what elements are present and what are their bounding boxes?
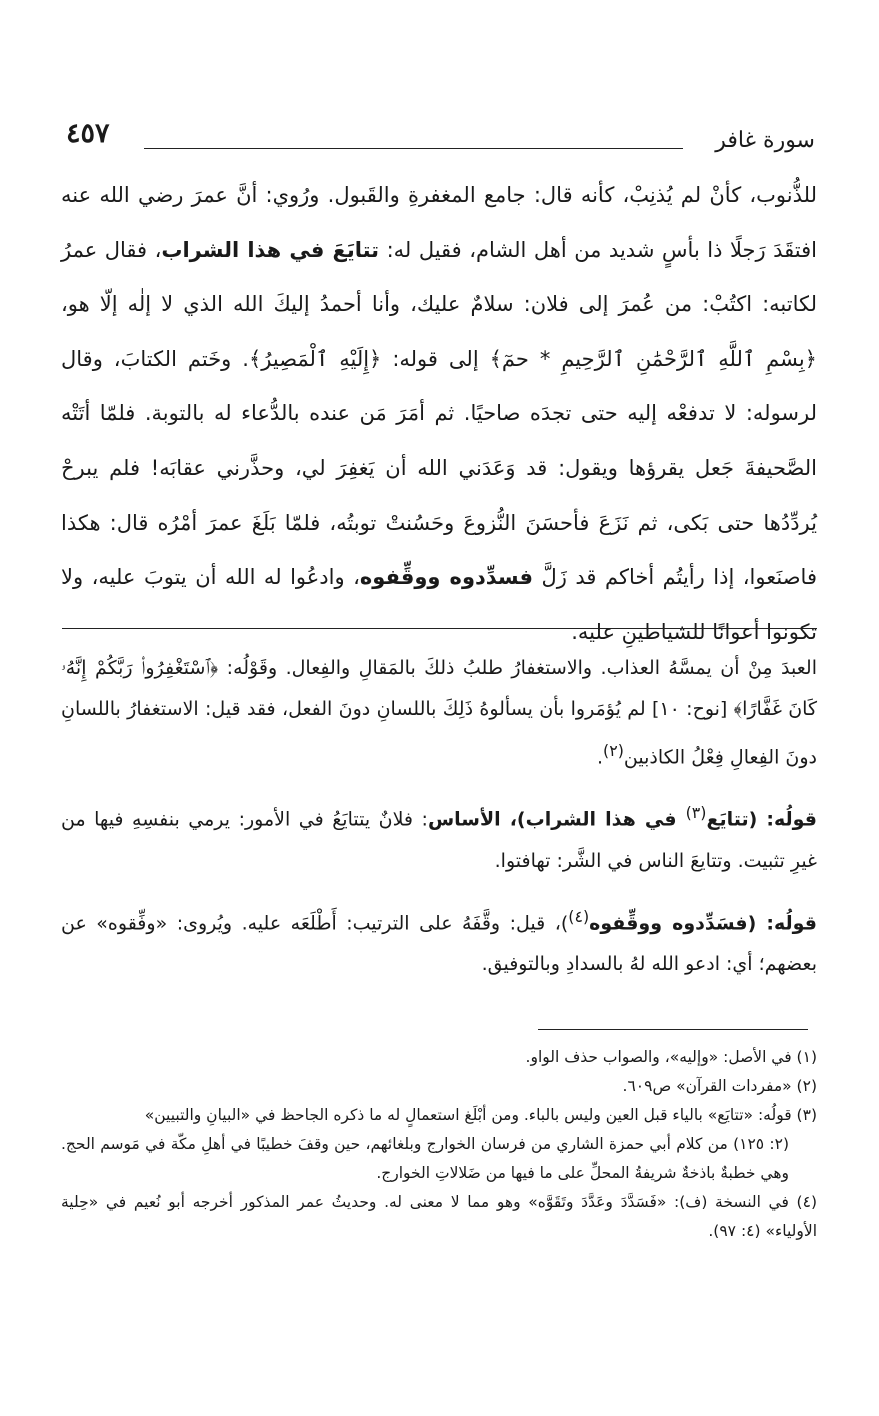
main-text-part: للذُّنوب، كأنْ لم يُذنِبْ، كأنه قال: جامع المغفرةِ والقَبول. ورُوي: أنَّ عمرَ رضي الله عنه افتقَدَ رَجلًا ذا بأسٍ شديد من أهل الشام، فقيل له: (61, 183, 817, 262)
main-bold-phrase: تتايَعَ في هذا الشراب (161, 237, 380, 262)
footnote-rule (538, 1029, 808, 1030)
surah-title: سورة غافر (715, 128, 815, 153)
page-number: ٤٥٧ (66, 118, 110, 149)
commentary-text: : فلانٌ يتتايَعُ في الأمور: يرمي بنفسِهِ فيها من غيرِ تثبيت. وتتايعَ الناس في الشَّر: تهافتوا. (61, 808, 817, 872)
commentary-text: العبدَ مِنْ أن يمسَّهُ العذاب. والاستغفارُ طلبُ ذلكَ بالمَقالِ والفِعال. وقَوْلُه: ﴿ٱسْتَغْفِرُوا۟ رَبَّكُمْ إِنَّهُۥ كَانَ غَفَّارًا﴾ [نوح: ١٠] لم يُؤمَروا بأن يسألوهُ ذَلِكَ باللسانِ دونَ الفعل، فقد قيل: الاستغفارُ باللسانِ دونَ الفِعالِ فِعْلُ الكاذبين (61, 657, 818, 769)
section-divider (62, 628, 817, 629)
commentary (61, 648, 817, 999)
footnote-continuation: (٢: ١٢٥) من كلام أبي حمزة الشاري من فرسان الخوارج وبلغائهم، حين وقفَ خطيبًا في أهلِ مكّة في مَوسم الحج. وهي خطبةٌ باذخةٌ شريفةُ المحلِّ على ما فيها من ضَلالاتِ الخوارج. (61, 1135, 789, 1182)
commentary-bold: قولُه: (فسَدِّدوه ووقِّفوه (589, 911, 817, 934)
footnote: (٤) في النسخة (ف): «فَسَدَّدَ وعَدَّدَ وتَقَوَّه» وهو مما لا معنى له. وحديثُ عمر المذكور أخرجه أبو نُعيم في «حِلية الأولياء» (٤: ٩٧). (61, 1193, 817, 1240)
main-text (61, 168, 817, 659)
main-text-part: ، وادعُوا له الله أن يتوبَ عليه، ولا تكونوا أعوانًا للشياطينِ عليه. (61, 565, 817, 644)
main-bold-phrase: فسدِّدوه ووقِّفوه (359, 565, 534, 590)
commentary-bold: في هذا الشراب)، الأساس (427, 808, 686, 831)
footnote-ref: (٣) (685, 803, 707, 823)
commentary-paragraph (61, 792, 817, 881)
footnote-ref: (٤) (568, 906, 590, 926)
footnote: (١) في الأصل: «وإليه»، والصواب حذف الواو. (525, 1048, 817, 1066)
footnote-ref: (٢) (603, 741, 624, 760)
main-text-part: ، فقال عمرُ لكاتبه: اكتُبْ: من عُمرَ إلى فلان: سلامٌ عليك، وأنا أحمدُ إليكَ الله الذي لا إلٰه إلّا هو، ﴿بِسْمِ ٱللَّهِ ٱلرَّحْمَٰنِ ٱلرَّحِيمِ * حمٓ﴾ إلى قوله: ﴿إِلَيْهِ ٱلْمَصِيرُ﴾. وخَتم الكتابَ، وقال لرسوله: لا تدفعْه إليه حتى تجدَه صاحيًا. ثم أمَرَ مَن عنده بالدُّعاء له بالتوبة. فلمّا أتَتْه الصَّحيفةَ جَعل يقرؤها ويقول: قد وَعَدَني الله أن يَغفِرَ لي، وحذَّرني عقابَه! فلم يبرحْ يُردِّدُها حتى بَكى، ثم نَزَعَ فأحسَنَ النُّزوعَ وحَسُنتْ توبتُه، فلمّا بَلَغَ عمرَ أمْرُه قال: هكذا فاصنَعوا، إذا رأيتُم أخاكم قد زَلَّ (61, 237, 817, 590)
commentary-paragraph (61, 896, 817, 985)
commentary-text: )، قيل: وقَّفَهُ على الترتيب: أَطْلَعَه عليه. ويُروى: «وفِّقوه» عن بعضهم؛ أي: ادعو الله لهُ بالسدادِ وبالتوفيق. (61, 911, 817, 975)
header-rule (144, 148, 683, 149)
main-paragraph (61, 168, 817, 659)
footnote: (٢) «مفردات القرآن» ص٦٠٩. (622, 1077, 817, 1095)
footnote: (٣) قولُه: «تتايَع» بالياء قبل العين وليس بالباء. ومن أبْلَغ استعمالٍ له ما ذكره الجاحظ في «البيانِ والتبيين» (144, 1106, 817, 1124)
commentary-paragraph (61, 648, 817, 778)
commentary-bold: قولُه: (تتايَع (706, 808, 817, 831)
commentary-text: . (596, 746, 604, 769)
footnotes (61, 1043, 817, 1246)
page-header (66, 112, 815, 156)
